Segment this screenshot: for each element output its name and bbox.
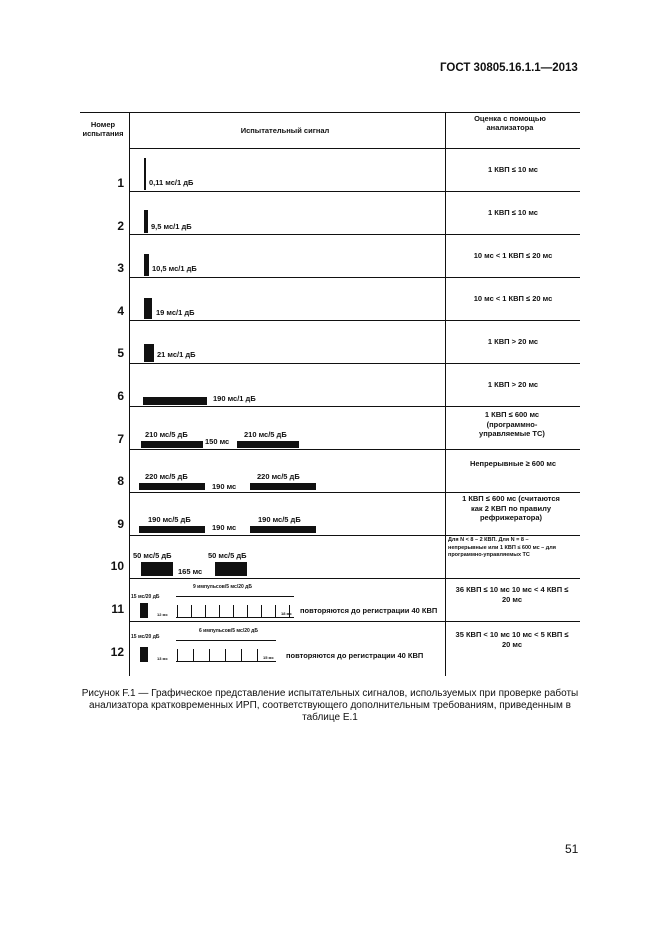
signal-gap-label: 165 мс (178, 567, 203, 576)
row-separator (129, 578, 580, 579)
row-separator (129, 406, 580, 407)
signal-pulse (141, 441, 203, 448)
signal-pulse (144, 344, 154, 362)
evaluation-cell: 1 КВП ≤ 600 мс (считаются как 2 КВП по правилу рефрижератора) (462, 494, 560, 522)
signal-pulse (250, 483, 316, 490)
repeat-label: повторяются до регистрации 40 КВП (286, 651, 424, 660)
row-separator (129, 234, 580, 235)
signal-label: 15 мс/20 дБ (131, 594, 160, 600)
signal-pulse (139, 483, 205, 490)
evaluation-cell: 35 КВП < 10 мс 10 мс < 5 КВП ≤ 20 мс (455, 630, 569, 649)
evaluation-cell: Непрерывные ≥ 600 мс (469, 459, 557, 468)
signal-label: 220 мс/5 дБ (257, 472, 300, 481)
column-divider-right (445, 112, 446, 676)
baseline (176, 617, 294, 618)
signal-label: 190 мс/5 дБ (258, 515, 301, 524)
signal-pulse (144, 210, 148, 233)
row-number: 4 (117, 304, 124, 318)
table-top-border (80, 112, 580, 113)
signal-pulse (215, 562, 247, 576)
signal-label: 210 мс/5 дБ (244, 430, 287, 439)
pulse-group-bracket (176, 640, 276, 641)
signal-label: 50 мс/5 дБ (208, 551, 247, 560)
baseline (176, 661, 276, 662)
repeat-label: повторяются до регистрации 40 КВП (300, 606, 438, 615)
column-header-evaluation: Оценка с помощью анализатора (474, 114, 546, 132)
column-header-number: Номер испытания (82, 120, 124, 138)
evaluation-cell: 1 КВП ≤ 10 мс (488, 208, 538, 217)
evaluation-cell: 10 мс < 1 КВП ≤ 20 мс (473, 251, 553, 260)
row-number: 8 (117, 474, 124, 488)
signal-label: 220 мс/5 дБ (145, 472, 188, 481)
row-number: 3 (117, 261, 124, 275)
signal-pulse (144, 254, 149, 276)
figure-caption: Рисунок F.1 — Графическое представление испытательных сигналов, используемых при проверке работы анализатора кратковременных ИРП, соответствующего дополнительным требованиям, приведенным в таблице Е.1 (81, 688, 579, 723)
evaluation-cell: 10 мс < 1 КВП ≤ 20 мс (473, 294, 553, 303)
signal-pulse (250, 526, 316, 533)
signal-label: 190 мс/1 дБ (213, 394, 256, 403)
row-number: 10 (110, 559, 124, 573)
signal-label: 15 мс/20 дБ (131, 634, 160, 640)
signal-pulse (143, 397, 207, 405)
row-separator (129, 363, 580, 364)
pulse-group-label: 9 импульсов/5 мс/20 дБ (193, 584, 252, 590)
signal-pulse (140, 603, 148, 618)
pulse-group-bracket (176, 596, 294, 597)
signal-pulse (139, 526, 205, 533)
pulse-group-label: 6 импульсов/5 мс/20 дБ (199, 628, 258, 634)
row-separator (129, 449, 580, 450)
page-number: 51 (565, 842, 579, 856)
signal-label: 9,5 мс/1 дБ (151, 222, 192, 231)
row-separator (129, 492, 580, 493)
evaluation-cell: 1 КВП > 20 мс (487, 380, 539, 389)
signal-pulse (144, 298, 152, 319)
row-separator (129, 191, 580, 192)
gap-label: 12 мс (157, 612, 168, 617)
signal-gap-label: 190 мс (212, 523, 237, 532)
signal-pulse (237, 441, 299, 448)
row-number: 6 (117, 389, 124, 403)
signal-label: 0,11 мс/1 дБ (149, 178, 194, 187)
signal-gap-label: 150 мс (205, 437, 230, 446)
row-number: 9 (117, 517, 124, 531)
signal-label: 50 мс/5 дБ (133, 551, 172, 560)
signal-gap-label: 190 мс (212, 482, 237, 491)
evaluation-cell: 1 КВП ≤ 600 мс (программно-управляемые ТС) (479, 410, 545, 438)
gap-label: 15 мс (263, 655, 274, 660)
row-number: 5 (117, 346, 124, 360)
signal-label: 10,5 мс/1 дБ (152, 264, 197, 273)
evaluation-cell: Для N < 8 – 2 КВП. Для N = 8 – непрерывные или 1 КВП ≤ 600 мс – для программно-управляемых ТС (448, 537, 556, 558)
row-separator (129, 535, 580, 536)
signal-label: 210 мс/5 дБ (145, 430, 188, 439)
gap-label: 13 мс (157, 656, 168, 661)
row-separator (129, 320, 580, 321)
row-separator (129, 277, 580, 278)
evaluation-cell: 1 КВП ≤ 10 мс (488, 165, 538, 174)
signal-pulse (141, 562, 173, 576)
column-divider-left (129, 112, 130, 676)
signal-pulse (144, 158, 146, 190)
header-bottom-border (129, 148, 580, 149)
document-header: ГОСТ 30805.16.1.1—2013 (440, 62, 578, 74)
column-header-signal: Испытательный сигнал (240, 126, 330, 135)
signal-label: 21 мс/1 дБ (157, 350, 196, 359)
signal-pulse (140, 647, 148, 662)
evaluation-cell: 36 КВП ≤ 10 мс 10 мс < 4 КВП ≤ 20 мс (455, 585, 569, 604)
evaluation-cell: 1 КВП > 20 мс (487, 337, 539, 346)
row-number: 11 (111, 602, 124, 616)
signal-label: 19 мс/1 дБ (156, 308, 195, 317)
row-number: 12 (110, 645, 124, 659)
row-number: 2 (117, 219, 124, 233)
signal-label: 190 мс/5 дБ (148, 515, 191, 524)
row-number: 7 (117, 432, 124, 446)
row-number: 1 (117, 176, 124, 190)
gap-label: 18 мс (281, 611, 292, 616)
row-separator (129, 621, 580, 622)
